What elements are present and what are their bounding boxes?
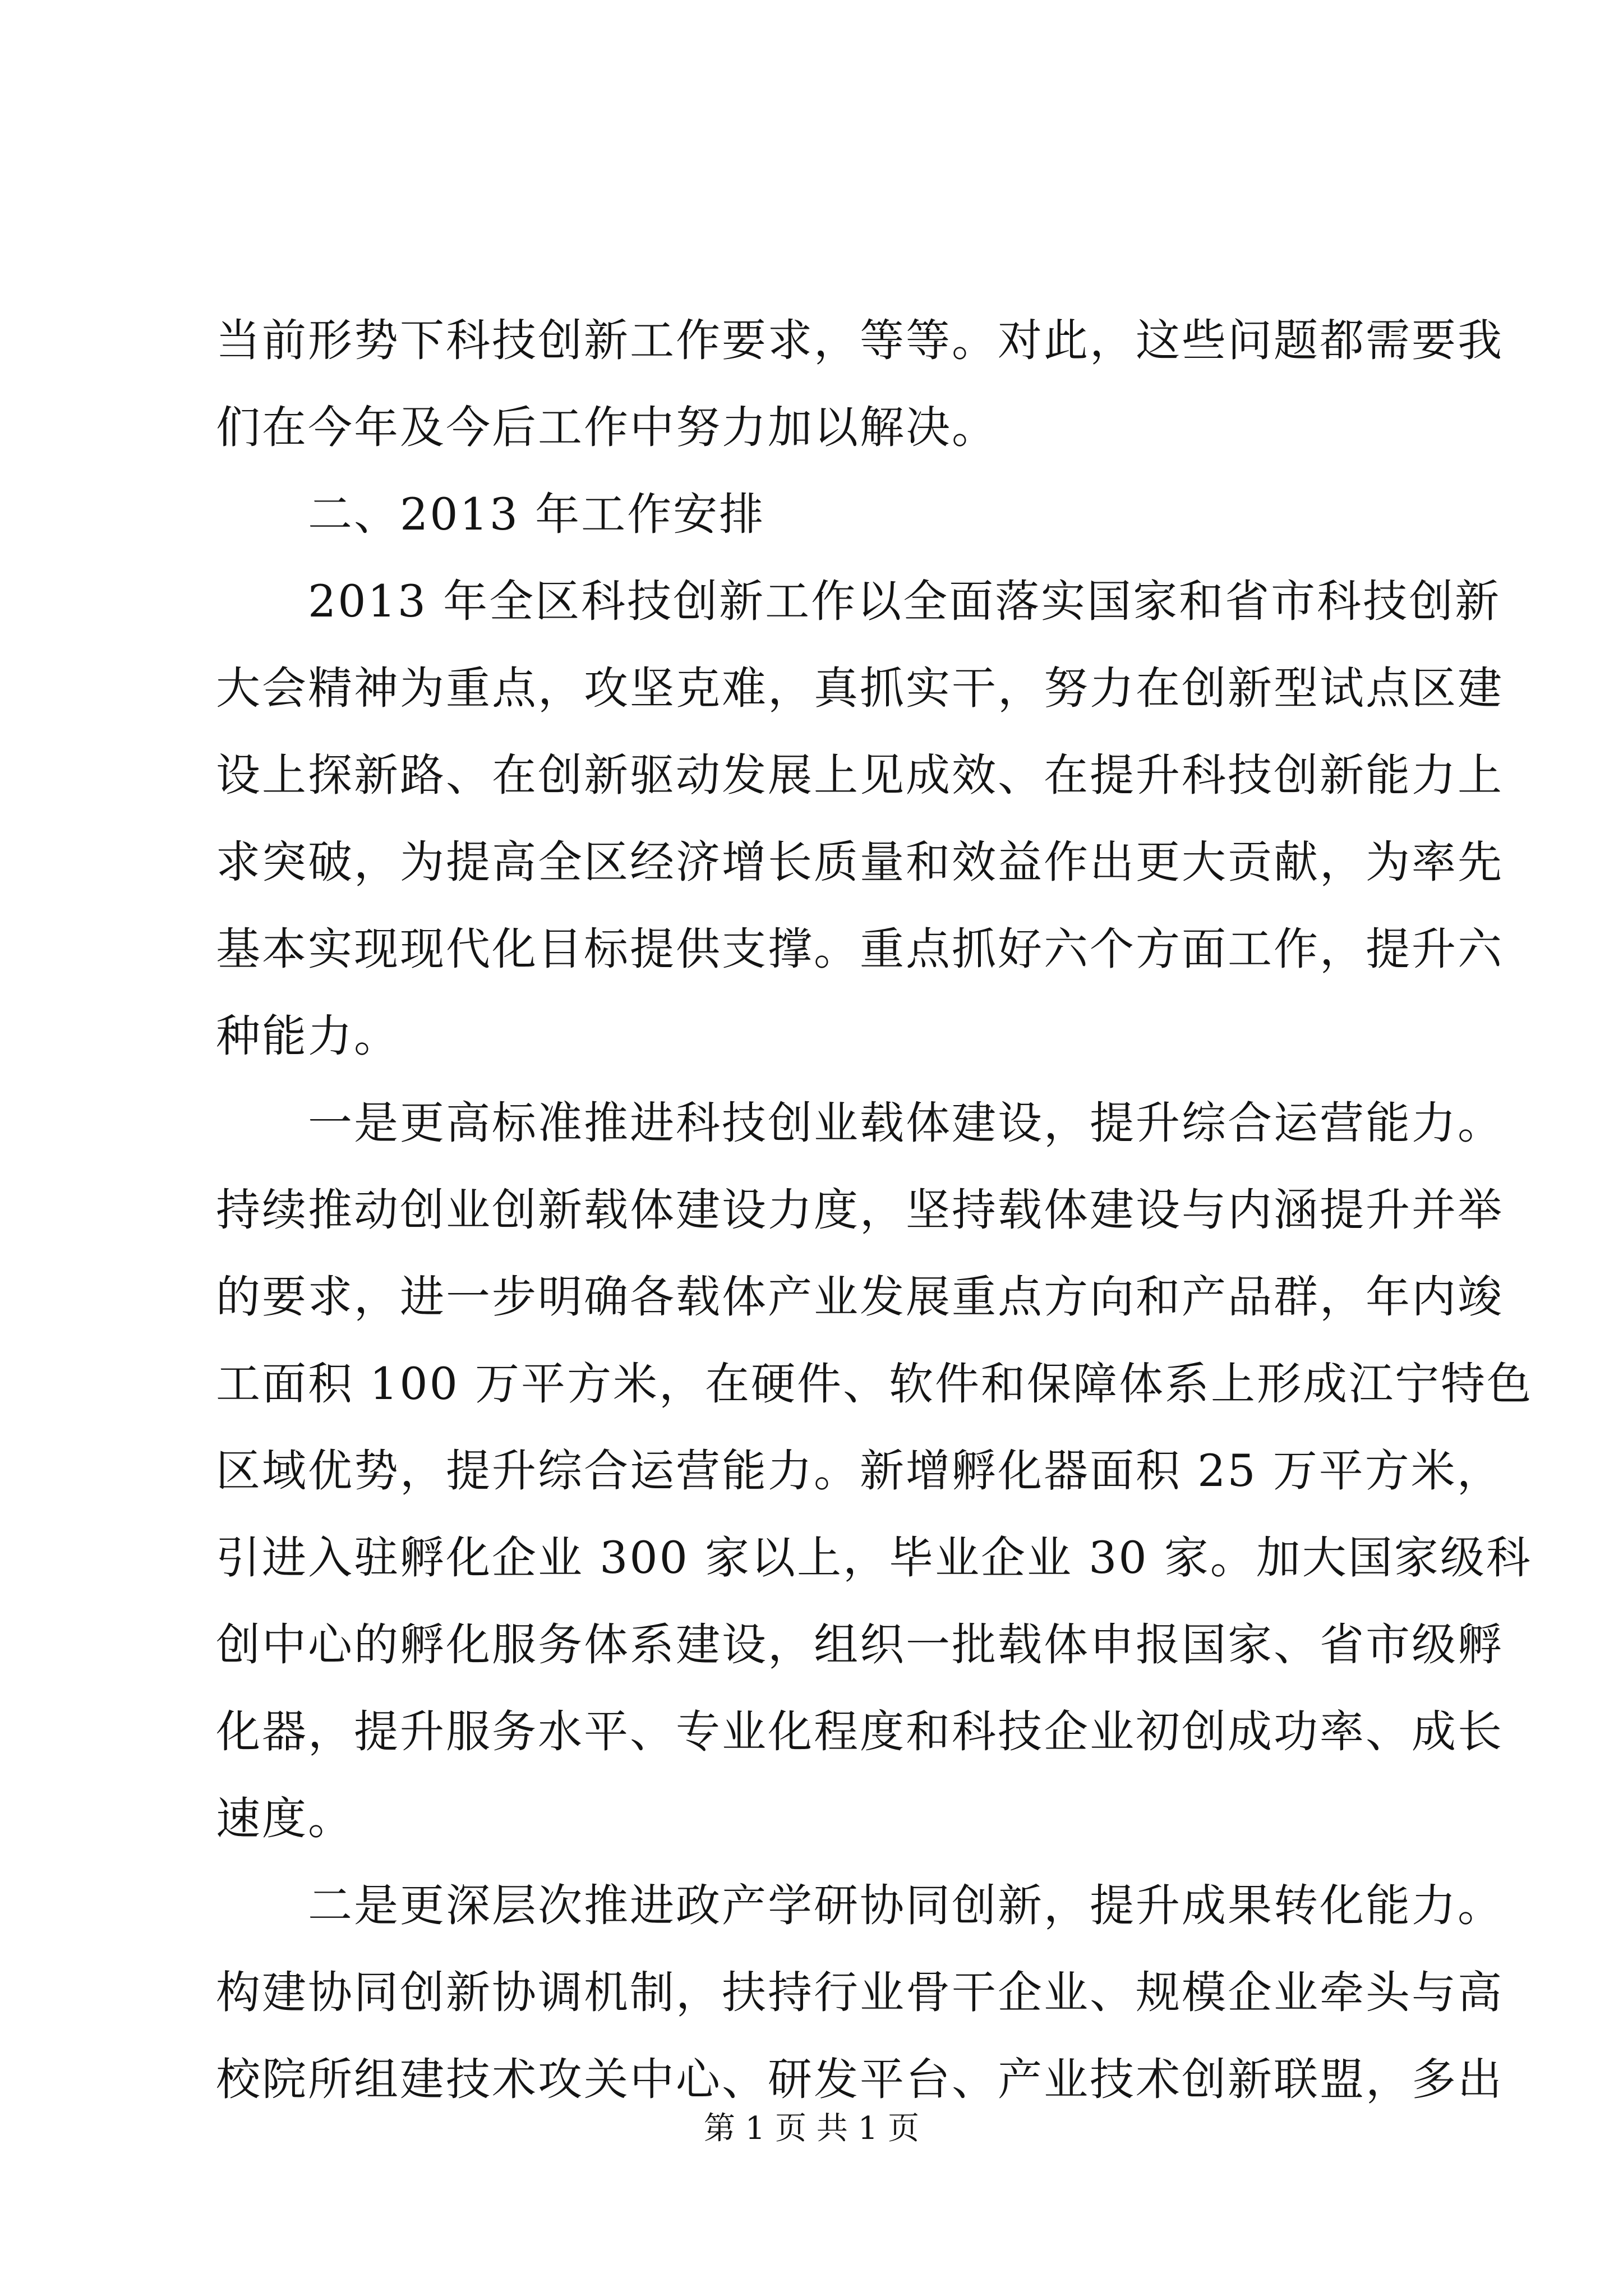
text-line: 校院所组建技术攻关中心、研发平台、产业技术创新联盟，多出 xyxy=(216,2054,1504,2105)
text-line: 化器，提升服务水平、专业化程度和科技企业初创成功率、成长 xyxy=(216,1706,1504,1757)
text-line: 一是更高标准推进科技创业载体建设，提升综合运营能力。 xyxy=(216,1097,1504,1149)
section-heading: 二、2013 年工作安排 xyxy=(216,489,766,540)
text-line: 工面积 100 万平方米，在硬件、软件和保障体系上形成江宁特色 xyxy=(216,1358,1533,1410)
text-line: 们在今年及今后工作中努力加以解决。 xyxy=(216,402,998,453)
text-line: 当前形势下科技创新工作要求，等等。对此，这些问题都需要我 xyxy=(216,315,1504,366)
text-line: 种能力。 xyxy=(216,1010,400,1062)
document-body xyxy=(216,297,1533,2123)
text-line: 速度。 xyxy=(216,1793,354,1844)
text-line: 创中心的孵化服务体系建设，组织一批载体申报国家、省市级孵 xyxy=(216,1619,1504,1671)
text-line: 二是更深层次推进政产学研协同创新，提升成果转化能力。 xyxy=(216,1880,1504,1931)
page-number-label: 第 1 页 共 1 页 xyxy=(703,2110,920,2147)
text-line: 持续推动创业创新载体建设力度，坚持载体建设与内涵提升并举 xyxy=(216,1184,1504,1236)
page-footer xyxy=(0,2106,1623,2151)
text-line: 求突破，为提高全区经济增长质量和效益作出更大贡献，为率先 xyxy=(216,836,1504,888)
text-line: 大会精神为重点，攻坚克难，真抓实干，努力在创新型试点区建 xyxy=(216,662,1504,714)
text-line: 设上探新路、在创新驱动发展上见成效、在提升科技创新能力上 xyxy=(216,749,1504,801)
text-line: 的要求，进一步明确各载体产业发展重点方向和产品群，年内竣 xyxy=(216,1271,1504,1323)
text-line: 引进入驻孵化企业 300 家以上，毕业企业 30 家。加大国家级科 xyxy=(216,1532,1532,1584)
text-line: 2013 年全区科技创新工作以全面落实国家和省市科技创新 xyxy=(216,576,1501,627)
text-line: 基本实现现代化目标提供支撑。重点抓好六个方面工作，提升六 xyxy=(216,923,1504,975)
text-line: 区域优势，提升综合运营能力。新增孵化器面积 25 万平方米， xyxy=(216,1445,1503,1497)
text-line: 构建协同创新协调机制，扶持行业骨干企业、规模企业牵头与高 xyxy=(216,1967,1504,2018)
